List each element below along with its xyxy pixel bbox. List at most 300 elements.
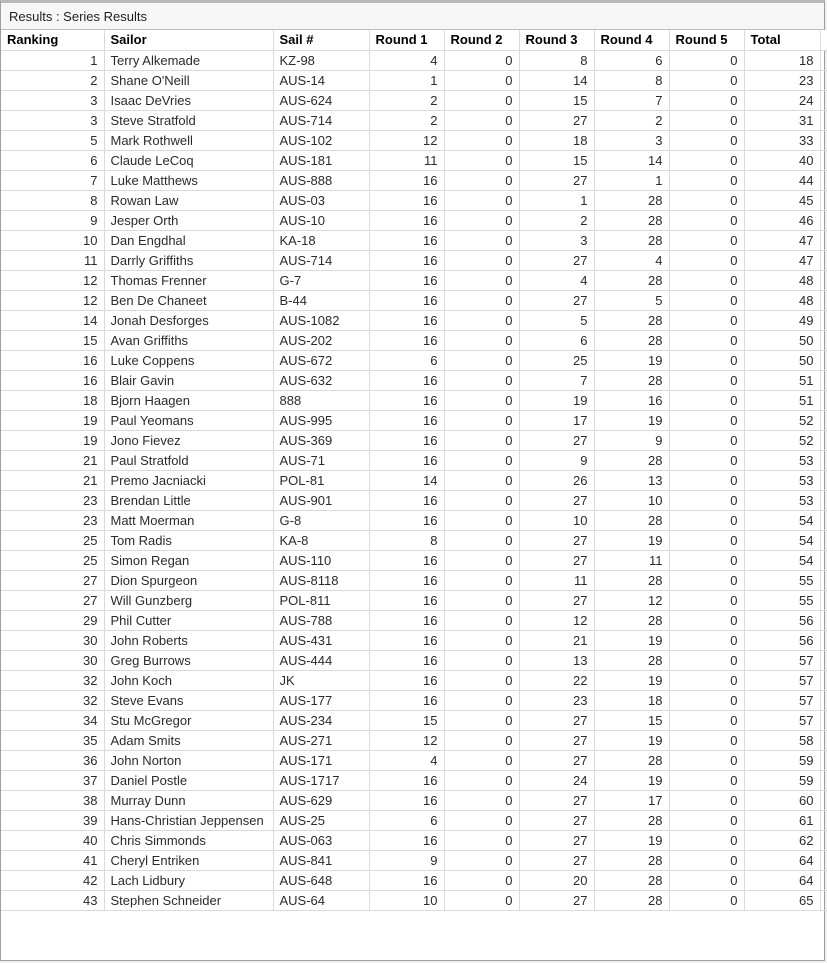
- cell-sail-number: KA-18: [273, 230, 369, 250]
- cell-gutter: [820, 430, 827, 450]
- cell-round1: 2: [369, 90, 444, 110]
- cell-round2: 0: [444, 590, 519, 610]
- cell-total: 55: [744, 570, 820, 590]
- cell-sail-number: AUS-788: [273, 610, 369, 630]
- cell-round2: 0: [444, 150, 519, 170]
- table-row[interactable]: [1, 810, 827, 830]
- cell-round4: 6: [594, 50, 669, 70]
- cell-gutter: [820, 370, 827, 390]
- cell-round1: 16: [369, 510, 444, 530]
- cell-total: 51: [744, 370, 820, 390]
- cell-ranking: 15: [1, 330, 104, 350]
- cell-ranking: 30: [1, 650, 104, 670]
- cell-sail-number: AUS-431: [273, 630, 369, 650]
- cell-total: 45: [744, 190, 820, 210]
- cell-sail-number: AUS-063: [273, 830, 369, 850]
- cell-round4: 16: [594, 390, 669, 410]
- cell-gutter: [820, 290, 827, 310]
- cell-round5: 0: [669, 630, 744, 650]
- cell-sailor: Shane O'Neill: [104, 70, 273, 90]
- cell-ranking: 27: [1, 590, 104, 610]
- cell-round2: 0: [444, 490, 519, 510]
- cell-total: 57: [744, 670, 820, 690]
- table-row[interactable]: [1, 630, 827, 650]
- cell-round3: 27: [519, 290, 594, 310]
- cell-round2: 0: [444, 570, 519, 590]
- cell-ranking: 38: [1, 790, 104, 810]
- cell-round5: 0: [669, 130, 744, 150]
- cell-round2: 0: [444, 770, 519, 790]
- cell-ranking: 23: [1, 510, 104, 530]
- table-row[interactable]: [1, 370, 827, 390]
- cell-round2: 0: [444, 530, 519, 550]
- cell-sailor: Jono Fievez: [104, 430, 273, 450]
- panel-title: Results : Series Results: [1, 3, 824, 30]
- cell-round5: 0: [669, 110, 744, 130]
- cell-ranking: 10: [1, 230, 104, 250]
- table-row[interactable]: [1, 670, 827, 690]
- table-row[interactable]: [1, 450, 827, 470]
- table-row[interactable]: [1, 110, 827, 130]
- cell-gutter: [820, 610, 827, 630]
- cell-round3: 27: [519, 810, 594, 830]
- cell-round1: 16: [369, 370, 444, 390]
- table-row[interactable]: [1, 510, 827, 530]
- cell-ranking: 25: [1, 530, 104, 550]
- cell-round2: 0: [444, 630, 519, 650]
- cell-round4: 14: [594, 150, 669, 170]
- table-body: [1, 50, 827, 910]
- table-row[interactable]: [1, 870, 827, 890]
- cell-round1: 16: [369, 590, 444, 610]
- cell-round1: 16: [369, 630, 444, 650]
- cell-gutter: [820, 630, 827, 650]
- cell-round5: 0: [669, 70, 744, 90]
- cell-round2: 0: [444, 210, 519, 230]
- cell-sail-number: AUS-995: [273, 410, 369, 430]
- cell-gutter: [820, 810, 827, 830]
- cell-round3: 23: [519, 690, 594, 710]
- cell-total: 50: [744, 330, 820, 350]
- cell-total: 53: [744, 490, 820, 510]
- table-row[interactable]: [1, 590, 827, 610]
- column-header-gutter: [820, 30, 827, 50]
- cell-round5: 0: [669, 650, 744, 670]
- cell-total: 58: [744, 730, 820, 750]
- cell-sail-number: AUS-202: [273, 330, 369, 350]
- cell-ranking: 32: [1, 690, 104, 710]
- cell-round5: 0: [669, 730, 744, 750]
- table-row[interactable]: [1, 750, 827, 770]
- cell-round4: 19: [594, 410, 669, 430]
- cell-round2: 0: [444, 70, 519, 90]
- cell-round4: 28: [594, 650, 669, 670]
- cell-gutter: [820, 470, 827, 490]
- cell-round2: 0: [444, 870, 519, 890]
- cell-round1: 16: [369, 310, 444, 330]
- cell-gutter: [820, 710, 827, 730]
- cell-ranking: 34: [1, 710, 104, 730]
- cell-gutter: [820, 790, 827, 810]
- cell-round4: 28: [594, 210, 669, 230]
- table-row[interactable]: [1, 70, 827, 90]
- cell-round3: 27: [519, 710, 594, 730]
- cell-total: 50: [744, 350, 820, 370]
- cell-round5: 0: [669, 330, 744, 350]
- table-row[interactable]: [1, 770, 827, 790]
- cell-total: 51: [744, 390, 820, 410]
- cell-ranking: 2: [1, 70, 104, 90]
- cell-gutter: [820, 830, 827, 850]
- column-header-ranking[interactable]: Ranking: [1, 30, 104, 50]
- cell-round2: 0: [444, 110, 519, 130]
- cell-gutter: [820, 530, 827, 550]
- table-row[interactable]: [1, 330, 827, 350]
- cell-round4: 15: [594, 710, 669, 730]
- cell-round5: 0: [669, 50, 744, 70]
- cell-round3: 11: [519, 570, 594, 590]
- table-row[interactable]: [1, 150, 827, 170]
- cell-round5: 0: [669, 890, 744, 910]
- cell-round1: 14: [369, 470, 444, 490]
- series-results-table: [1, 30, 827, 911]
- cell-round3: 27: [519, 550, 594, 570]
- cell-sailor: Terry Alkemade: [104, 50, 273, 70]
- cell-gutter: [820, 550, 827, 570]
- table-row[interactable]: [1, 890, 827, 910]
- cell-gutter: [820, 190, 827, 210]
- cell-round2: 0: [444, 170, 519, 190]
- cell-sailor: John Koch: [104, 670, 273, 690]
- cell-round2: 0: [444, 750, 519, 770]
- table-row[interactable]: [1, 390, 827, 410]
- cell-round3: 7: [519, 370, 594, 390]
- cell-round4: 28: [594, 190, 669, 210]
- cell-round1: 1: [369, 70, 444, 90]
- table-row[interactable]: [1, 790, 827, 810]
- cell-ranking: 21: [1, 450, 104, 470]
- cell-round5: 0: [669, 710, 744, 730]
- cell-sail-number: KA-8: [273, 530, 369, 550]
- cell-round2: 0: [444, 350, 519, 370]
- cell-sailor: Stephen Schneider: [104, 890, 273, 910]
- cell-total: 57: [744, 690, 820, 710]
- cell-ranking: 35: [1, 730, 104, 750]
- table-row[interactable]: [1, 490, 827, 510]
- table-row[interactable]: [1, 250, 827, 270]
- cell-sail-number: AUS-444: [273, 650, 369, 670]
- cell-round2: 0: [444, 130, 519, 150]
- cell-round5: 0: [669, 250, 744, 270]
- cell-sail-number: AUS-714: [273, 110, 369, 130]
- cell-ranking: 19: [1, 410, 104, 430]
- cell-round4: 12: [594, 590, 669, 610]
- cell-round3: 27: [519, 730, 594, 750]
- cell-round2: 0: [444, 430, 519, 450]
- cell-total: 47: [744, 250, 820, 270]
- cell-gutter: [820, 450, 827, 470]
- cell-round5: 0: [669, 190, 744, 210]
- table-row[interactable]: [1, 650, 827, 670]
- cell-gutter: [820, 270, 827, 290]
- cell-round3: 27: [519, 110, 594, 130]
- cell-round5: 0: [669, 310, 744, 330]
- cell-round1: 16: [369, 870, 444, 890]
- cell-total: 46: [744, 210, 820, 230]
- cell-sailor: Brendan Little: [104, 490, 273, 510]
- cell-round3: 25: [519, 350, 594, 370]
- cell-total: 48: [744, 270, 820, 290]
- cell-ranking: 39: [1, 810, 104, 830]
- table-row[interactable]: [1, 310, 827, 330]
- cell-round1: 12: [369, 730, 444, 750]
- column-header-sail[interactable]: Sail #: [273, 30, 369, 50]
- cell-round5: 0: [669, 870, 744, 890]
- cell-total: 62: [744, 830, 820, 850]
- cell-sail-number: AUS-14: [273, 70, 369, 90]
- cell-round3: 17: [519, 410, 594, 430]
- cell-round3: 18: [519, 130, 594, 150]
- cell-round5: 0: [669, 510, 744, 530]
- cell-total: 49: [744, 310, 820, 330]
- cell-total: 31: [744, 110, 820, 130]
- cell-round5: 0: [669, 170, 744, 190]
- cell-sail-number: G-7: [273, 270, 369, 290]
- cell-gutter: [820, 390, 827, 410]
- table-row[interactable]: [1, 550, 827, 570]
- cell-sailor: Bjorn Haagen: [104, 390, 273, 410]
- cell-round1: 10: [369, 890, 444, 910]
- cell-sail-number: AUS-714: [273, 250, 369, 270]
- cell-round2: 0: [444, 810, 519, 830]
- cell-sailor: Dion Spurgeon: [104, 570, 273, 590]
- cell-sailor: Rowan Law: [104, 190, 273, 210]
- cell-round1: 16: [369, 410, 444, 430]
- cell-round2: 0: [444, 690, 519, 710]
- cell-sail-number: KZ-98: [273, 50, 369, 70]
- cell-round3: 21: [519, 630, 594, 650]
- table-row[interactable]: [1, 50, 827, 70]
- cell-round2: 0: [444, 550, 519, 570]
- table-row[interactable]: [1, 710, 827, 730]
- cell-sail-number: POL-811: [273, 590, 369, 610]
- cell-sailor: Matt Moerman: [104, 510, 273, 530]
- cell-round2: 0: [444, 310, 519, 330]
- cell-round1: 16: [369, 830, 444, 850]
- cell-round5: 0: [669, 350, 744, 370]
- cell-round1: 12: [369, 130, 444, 150]
- cell-round4: 17: [594, 790, 669, 810]
- cell-sailor: Murray Dunn: [104, 790, 273, 810]
- cell-sailor: Dan Engdhal: [104, 230, 273, 250]
- cell-round3: 14: [519, 70, 594, 90]
- cell-round4: 19: [594, 630, 669, 650]
- cell-round4: 28: [594, 610, 669, 630]
- cell-total: 24: [744, 90, 820, 110]
- cell-round4: 18: [594, 690, 669, 710]
- cell-ranking: 30: [1, 630, 104, 650]
- cell-total: 56: [744, 630, 820, 650]
- cell-sail-number: AUS-10: [273, 210, 369, 230]
- cell-total: 33: [744, 130, 820, 150]
- cell-round1: 16: [369, 430, 444, 450]
- cell-sailor: Cheryl Entriken: [104, 850, 273, 870]
- cell-ranking: 23: [1, 490, 104, 510]
- table-row[interactable]: [1, 410, 827, 430]
- cell-round1: 16: [369, 790, 444, 810]
- cell-round5: 0: [669, 390, 744, 410]
- cell-gutter: [820, 350, 827, 370]
- column-header-total[interactable]: Total: [744, 30, 820, 50]
- cell-round2: 0: [444, 190, 519, 210]
- cell-ranking: 36: [1, 750, 104, 770]
- cell-round4: 28: [594, 750, 669, 770]
- cell-ranking: 19: [1, 430, 104, 450]
- cell-total: 54: [744, 550, 820, 570]
- cell-sail-number: AUS-632: [273, 370, 369, 390]
- column-header-round2[interactable]: Round 2: [444, 30, 519, 50]
- table-row[interactable]: [1, 610, 827, 630]
- cell-ranking: 41: [1, 850, 104, 870]
- cell-gutter: [820, 870, 827, 890]
- cell-sail-number: AUS-234: [273, 710, 369, 730]
- cell-round2: 0: [444, 90, 519, 110]
- table-row[interactable]: [1, 470, 827, 490]
- cell-round2: 0: [444, 410, 519, 430]
- cell-round4: 19: [594, 830, 669, 850]
- column-header-round4[interactable]: Round 4: [594, 30, 669, 50]
- cell-total: 60: [744, 790, 820, 810]
- cell-round3: 10: [519, 510, 594, 530]
- cell-round2: 0: [444, 670, 519, 690]
- cell-round1: 16: [369, 390, 444, 410]
- cell-ranking: 21: [1, 470, 104, 490]
- column-header-round5[interactable]: Round 5: [669, 30, 744, 50]
- table-row[interactable]: [1, 230, 827, 250]
- cell-round1: 16: [369, 550, 444, 570]
- cell-sailor: Mark Rothwell: [104, 130, 273, 150]
- cell-round2: 0: [444, 450, 519, 470]
- cell-round3: 27: [519, 790, 594, 810]
- cell-round3: 27: [519, 590, 594, 610]
- cell-round2: 0: [444, 730, 519, 750]
- column-header-round1[interactable]: Round 1: [369, 30, 444, 50]
- cell-total: 57: [744, 710, 820, 730]
- cell-round3: 26: [519, 470, 594, 490]
- table-row[interactable]: [1, 830, 827, 850]
- cell-sail-number: AUS-629: [273, 790, 369, 810]
- cell-sail-number: AUS-901: [273, 490, 369, 510]
- cell-round4: 19: [594, 730, 669, 750]
- cell-gutter: [820, 310, 827, 330]
- cell-round4: 28: [594, 330, 669, 350]
- table-row[interactable]: [1, 430, 827, 450]
- cell-round3: 27: [519, 750, 594, 770]
- cell-round1: 16: [369, 250, 444, 270]
- cell-sailor: Darrly Griffiths: [104, 250, 273, 270]
- cell-round3: 27: [519, 490, 594, 510]
- cell-sailor: Premo Jacniacki: [104, 470, 273, 490]
- table-row[interactable]: [1, 290, 827, 310]
- column-header-sailor[interactable]: Sailor: [104, 30, 273, 50]
- cell-sail-number: AUS-271: [273, 730, 369, 750]
- table-row[interactable]: [1, 690, 827, 710]
- cell-sailor: Chris Simmonds: [104, 830, 273, 850]
- cell-round3: 27: [519, 890, 594, 910]
- cell-sailor: Ben De Chaneet: [104, 290, 273, 310]
- cell-round5: 0: [669, 470, 744, 490]
- cell-round5: 0: [669, 570, 744, 590]
- cell-round1: 16: [369, 330, 444, 350]
- cell-round5: 0: [669, 210, 744, 230]
- cell-sail-number: AUS-177: [273, 690, 369, 710]
- cell-sailor: Luke Matthews: [104, 170, 273, 190]
- cell-sailor: John Roberts: [104, 630, 273, 650]
- cell-gutter: [820, 890, 827, 910]
- table-row[interactable]: [1, 210, 827, 230]
- cell-round4: 2: [594, 110, 669, 130]
- cell-round1: 16: [369, 670, 444, 690]
- table-row[interactable]: [1, 190, 827, 210]
- cell-sailor: Simon Regan: [104, 550, 273, 570]
- column-header-round3[interactable]: Round 3: [519, 30, 594, 50]
- table-row[interactable]: [1, 170, 827, 190]
- cell-sail-number: AUS-624: [273, 90, 369, 110]
- cell-round4: 5: [594, 290, 669, 310]
- table-row[interactable]: [1, 530, 827, 550]
- cell-round1: 16: [369, 270, 444, 290]
- cell-round4: 28: [594, 370, 669, 390]
- cell-gutter: [820, 670, 827, 690]
- cell-sail-number: POL-81: [273, 470, 369, 490]
- cell-sailor: Phil Cutter: [104, 610, 273, 630]
- cell-round2: 0: [444, 250, 519, 270]
- cell-ranking: 14: [1, 310, 104, 330]
- cell-sail-number: AUS-181: [273, 150, 369, 170]
- cell-ranking: 12: [1, 270, 104, 290]
- table-row[interactable]: [1, 730, 827, 750]
- cell-round3: 6: [519, 330, 594, 350]
- cell-round5: 0: [669, 850, 744, 870]
- table-row[interactable]: [1, 90, 827, 110]
- table-row[interactable]: [1, 850, 827, 870]
- cell-gutter: [820, 330, 827, 350]
- cell-round3: 15: [519, 90, 594, 110]
- table-row[interactable]: [1, 350, 827, 370]
- cell-round3: 9: [519, 450, 594, 470]
- cell-sail-number: B-44: [273, 290, 369, 310]
- table-row[interactable]: [1, 270, 827, 290]
- cell-round1: 6: [369, 810, 444, 830]
- table-row[interactable]: [1, 130, 827, 150]
- cell-round5: 0: [669, 270, 744, 290]
- cell-gutter: [820, 690, 827, 710]
- table-header-row: [1, 30, 827, 50]
- cell-round5: 0: [669, 830, 744, 850]
- table-row[interactable]: [1, 570, 827, 590]
- cell-total: 64: [744, 870, 820, 890]
- cell-round5: 0: [669, 690, 744, 710]
- cell-ranking: 25: [1, 550, 104, 570]
- cell-gutter: [820, 210, 827, 230]
- cell-round2: 0: [444, 790, 519, 810]
- cell-total: 61: [744, 810, 820, 830]
- cell-round4: 3: [594, 130, 669, 150]
- cell-round2: 0: [444, 650, 519, 670]
- cell-round3: 27: [519, 530, 594, 550]
- cell-round2: 0: [444, 710, 519, 730]
- cell-round5: 0: [669, 230, 744, 250]
